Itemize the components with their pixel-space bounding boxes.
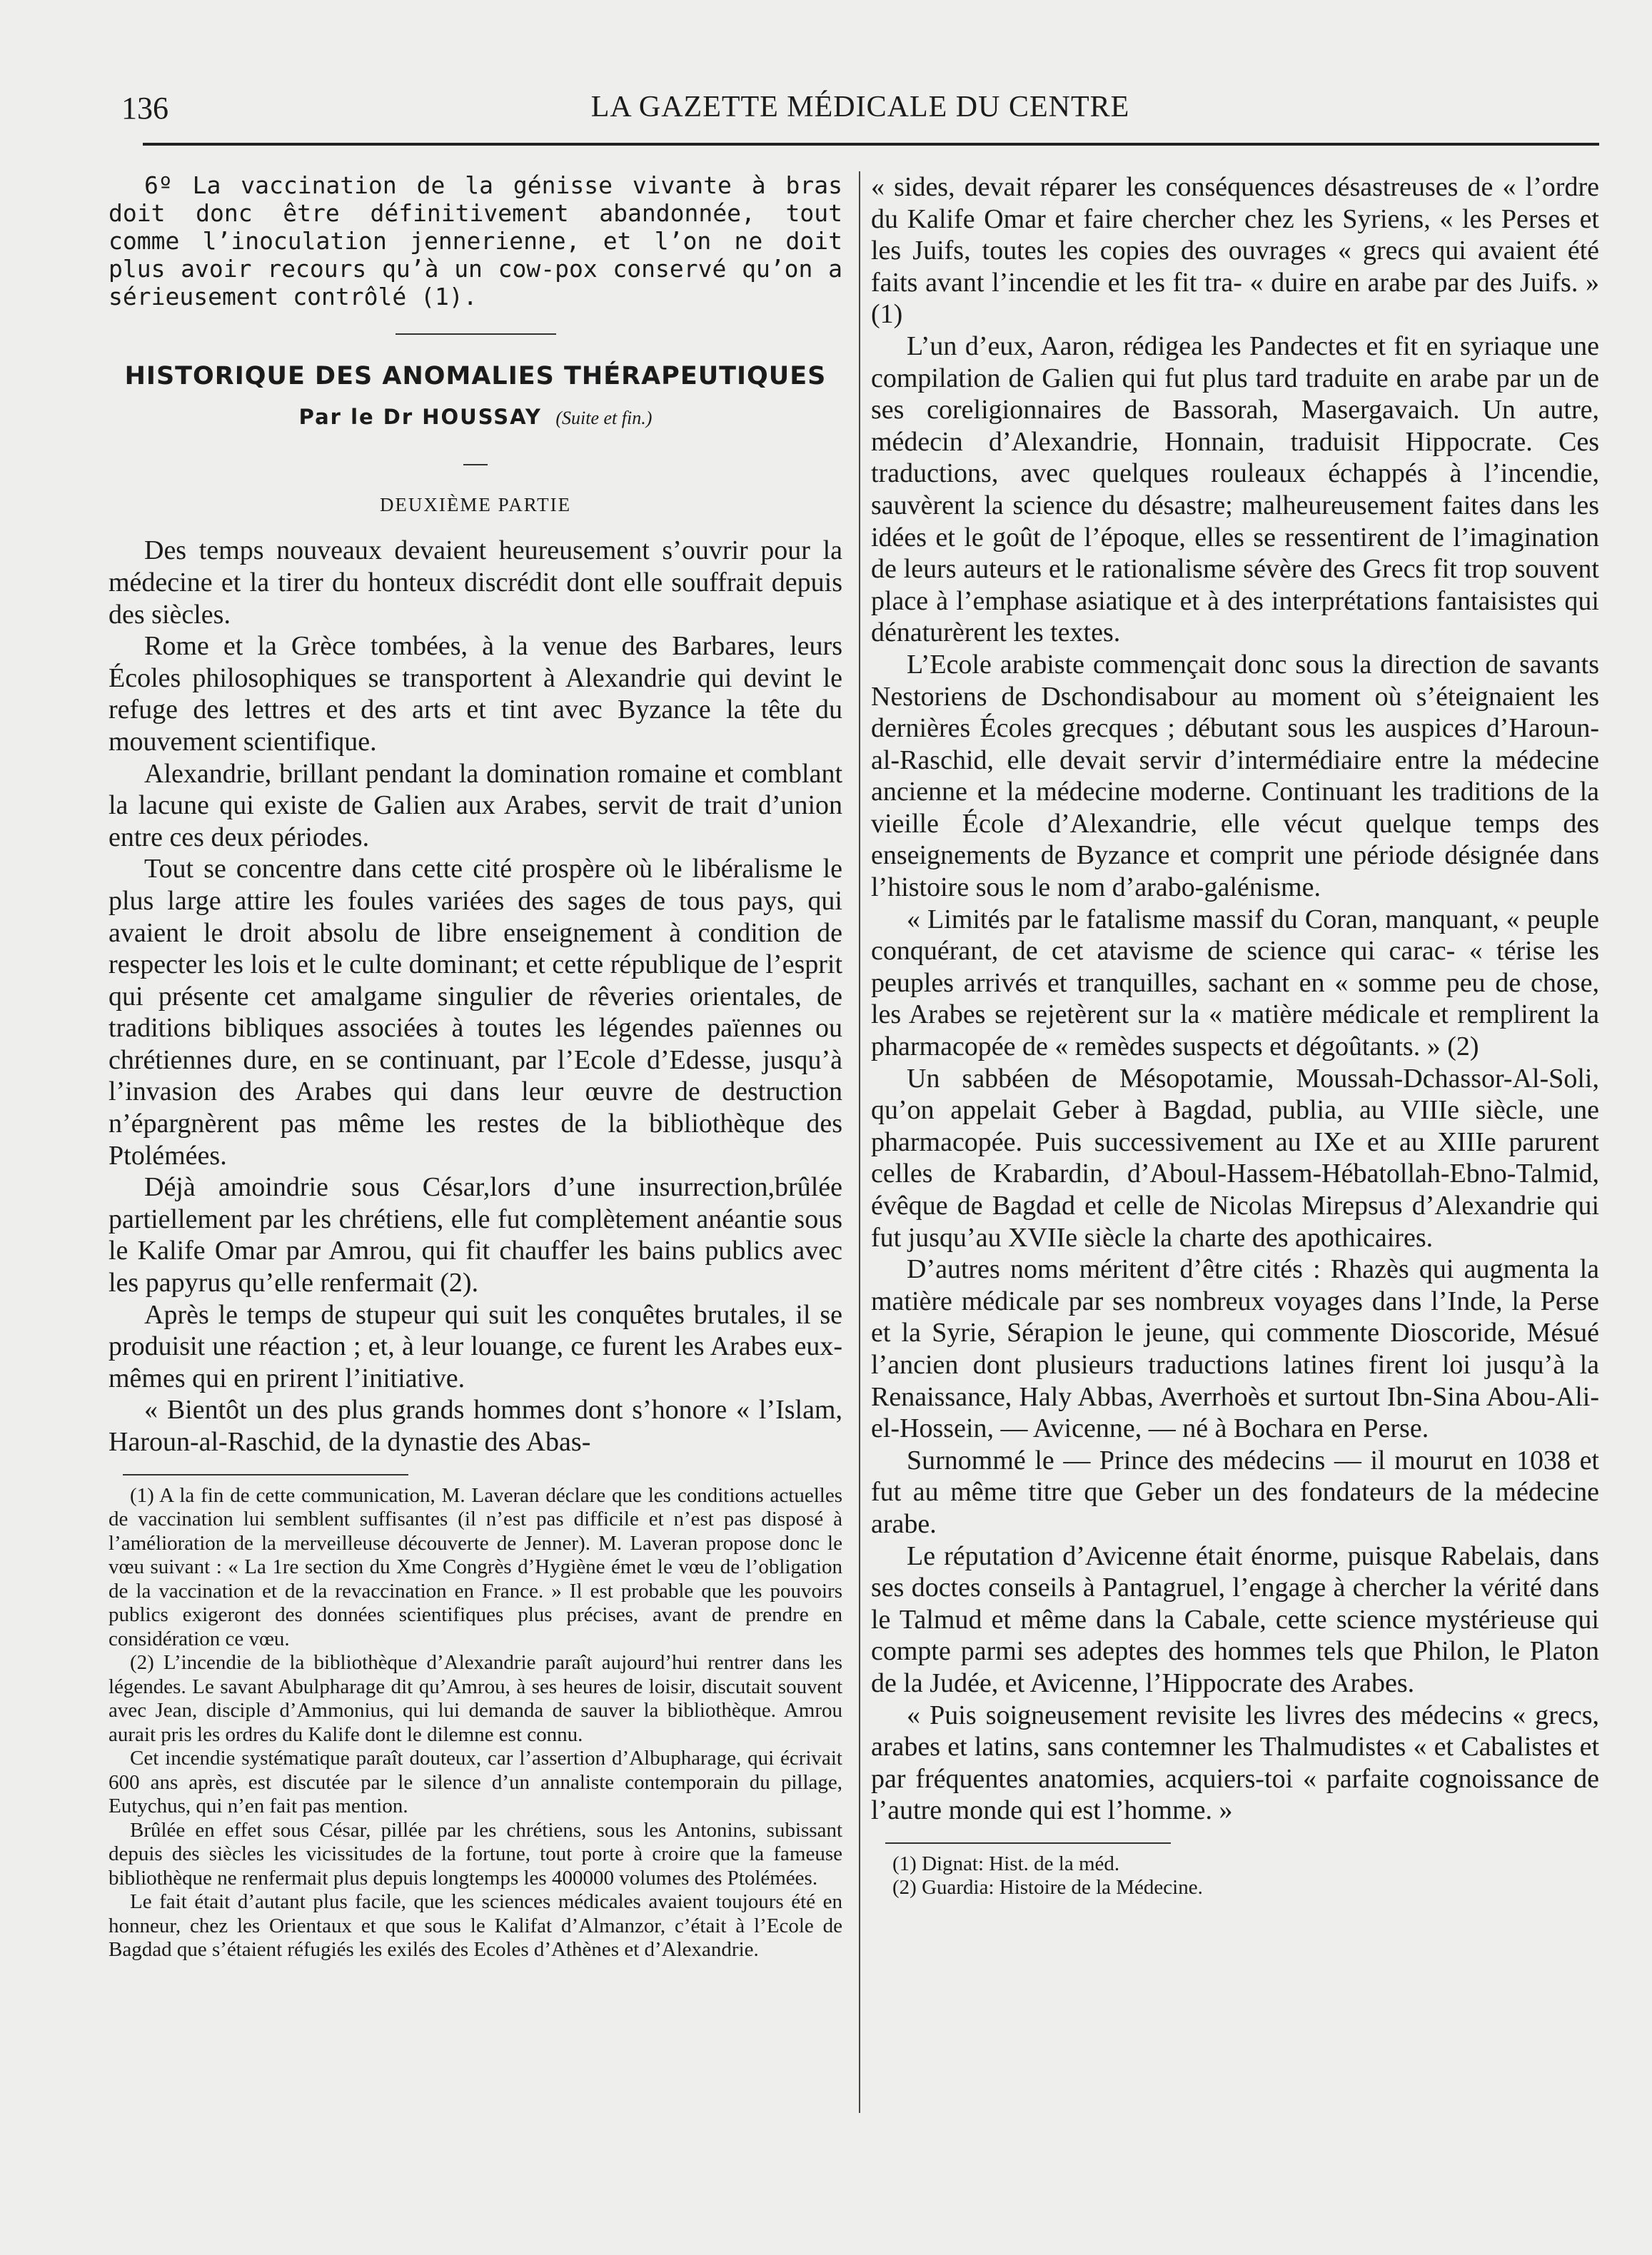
body-paragraph: Des temps nouveaux devaient heureusement s’ouvrir pour la médecine et la tirer du honteux discrédit dont elle souffrait depuis des siècles. — [109, 535, 842, 630]
body-paragraph: L’un d’eux, Aaron, rédigea les Pandectes et fit en syriaque une compilation de Galien qui fut plus tard traduite en arabe par un de ses coreligionnaires de Bassorah, Masergavaich. Un autre, médecin d’Alexandrie, Honnain, traduisit Hippocrate. Ces traductions, avec quelques rouleaux échappés à l’incendie, sauvèrent la science du désastre; malheureusement faites dans les idées et le goût de l’époque, elles se ressentirent de l’imagination de leurs auteurs et le rationalisme sévère des Grecs fit trop souvent place à l’emphase asiatique et à des interprétations fantaisistes qui dénaturèrent les textes. — [871, 331, 1599, 648]
page-header — [121, 84, 1599, 134]
body-paragraph: Un sabbéen de Mésopotamie, Moussah-Dchassor-Al-Soli, qu’on appelait Geber à Bagdad, publia, au VIIIe siècle, une pharmacopée. Puis successivement au IXe et au XIIIe parurent celles de Krabardin, d’Aboul-Hassem-Hébatollah-Ebno-Talmid, évêque de Bagdad et celle de Nicolas Mirepsus d’Alexandrie qui fut jusqu’au XVIIe siècle la charte des apothicaires. — [871, 1063, 1599, 1253]
body-paragraph: « sides, devait réparer les conséquences désastreuses de « l’ordre du Kalife Omar et faire chercher chez les Syriens, « les Perses et les Juifs, toutes les copies des ouvrages « grecs qui avaient été faits avant l’incendie et les fit tra- « duire en arabe par des Juifs. » (1) — [871, 172, 1599, 330]
body-paragraph: Le réputation d’Avicenne était énorme, puisque Rabelais, dans ses doctes conseils à Pantagruel, l’engage à chercher la vérité dans le Talmud et même dans la Cabale, cette science mystérieuse qui compte parmi ses adeptes des hommes tels que Philon, le Platon de la Judée, et Avicenne, l’Hippocrate des Arabes. — [871, 1540, 1599, 1698]
body-paragraph: Alexandrie, brillant pendant la domination romaine et comblant la lacune qui existe de Galien aux Arabes, servit de trait d’union entre ces deux périodes. — [109, 758, 842, 852]
left-footnotes — [109, 1484, 842, 1962]
footnote: (1) Dignat: Hist. de la méd. — [892, 1852, 1120, 1875]
intro-paragraph: 6º La vaccination de la génisse vivante à bras doit donc être définitivement abandonnée, tout comme l’inoculation jennerienne, et l’on ne doit plus avoir recours qu’à un cow-pox conservé qu’on a sérieusement contrôlé (1). — [109, 171, 842, 311]
section-separator — [396, 333, 556, 335]
body-paragraph: Déjà amoindrie sous César,lors d’une insurrection,brûlée partiellement par les chrétiens, elle fut complètement anéantie sous le Kalife Omar par Amrou, qui fit chauffer les bains publics avec les papyrus qu’elle renfermait (2). — [109, 1172, 842, 1298]
body-paragraph: « Limités par le fatalisme massif du Coran, manquant, « peuple conquérant, de cet atavisme de science qui carac- « térise les peuples arrivés et tranquilles, sachant en « somme peu de chose, les Arabes se rejetèrent sur la « matière médicale et remplirent la pharmacopée de « remèdes suspects et dégoûtants. » (2) — [871, 904, 1599, 1062]
footnote: Brûlée en effet sous César, pillée par les chrétiens, sous les Antonins, subissant depuis des siècles les vicissitudes de la fortune, tout porte à croire que la fameuse bibliothèque ne renfermait plus depuis longtemps les 400000 volumes des Ptolémées. — [109, 1818, 842, 1890]
body-paragraph: Surnommé le — Prince des médecins — il mourut en 1038 et fut au même titre que Geber un des fondateurs de la médecine arabe. — [871, 1445, 1599, 1539]
body-paragraph: Tout se concentre dans cette cité prospère où le libéralisme le plus large attire les foules variées des sages de tous pays, qui avaient le droit absolu de libre enseignement à condition de respecter les lois et le culte dominant; et cette république de l’esprit qui présente cet amalgame singulier de rêveries orientales, de traditions bibliques associées à toutes les légendes païennes ou chrétiennes dure, en se continuant, par l’Ecole d’Edesse, jusqu’à l’invasion des Arabes qui dans leur œuvre de destruction n’épargnèrent pas même les restes de la bibliothèque des Ptolémées. — [109, 854, 842, 1171]
footnote: (2) Guardia: Histoire de la Médecine. — [892, 1876, 1203, 1900]
header-rule — [143, 143, 1599, 146]
right-column — [871, 171, 1599, 1900]
left-column — [109, 171, 842, 1962]
footnote: Le fait était d’autant plus facile, que les sciences médicales avaient toujours été en honneur, chez les Orientaux et que sous le Kalifat d’Almanzor, c’était à l’Ecole de Bagdad que s’étaient réfugiés les exilés des Ecoles d’Athènes et d’Alexandrie. — [109, 1890, 842, 1962]
title-dash — [109, 441, 842, 473]
footnote-rule — [123, 1474, 408, 1475]
part-heading: DEUXIÈME PARTIE — [379, 493, 572, 515]
byline-note: (Suite et fin.) — [555, 407, 653, 428]
right-footnotes — [871, 1852, 1599, 1900]
author-name: Par le Dr HOUSSAY — [298, 404, 542, 429]
body-paragraph: D’autres noms méritent d’être cités : Rhazès qui augmenta la matière médicale par ses nombreux voyages dans l’Inde, la Perse et la Syrie, Sérapion le jeune, qui commente Dioscoride, Mésué l’ancien dont plusieurs traductions latines firent loi jusqu’à la Renaissance, Haly Abbas, Averrhoès et surtout Ibn-Sina Abou-Ali-el-Hossein, — Avicenne, — né à Bochara en Perse. — [871, 1254, 1599, 1444]
body-paragraph: Rome et la Grèce tombées, à la venue des Barbares, leurs Écoles philosophiques se transportent à Alexandrie qui devint le refuge des lettres et des arts et tint avec Byzance la tête du mouvement scientifique. — [109, 631, 842, 757]
body-paragraph: « Puis soigneusement revisite les livres des médecins « grecs, arabes et latins, sans contemner les Thalmudistes « et Cabalistes et par fréquentes anatomies, acquiers-toi « parfaite cognoissance de l’autre monde qui est l’homme. » — [871, 1700, 1599, 1826]
column-divider — [859, 171, 860, 2113]
footnote-rule — [885, 1842, 1171, 1844]
body-paragraph: Après le temps de stupeur qui suit les conquêtes brutales, il se produisit une réaction ; et, à leur louange, ce furent les Arabes eux-mêmes qui en prirent l’initiative. — [109, 1299, 842, 1393]
body-paragraph: L’Ecole arabiste commençait donc sous la direction de savants Nestoriens de Dschondisabour au moment où s’éteignaient les dernières Écoles grecques ; débutant sous les auspices d’Haroun-al-Raschid, elle devait servir d’intermédiaire entre la médecine ancienne et la médecine moderne. Continuant les traditions de la vieille École d’Alexandrie, elle vécut quelque temps des enseignements de Byzance et comprit une période désignée dans l’histoire sous le nom d’arabo-galénisme. — [871, 649, 1599, 903]
article-byline — [109, 400, 842, 435]
journal-title: LA GAZETTE MÉDICALE DU CENTRE — [590, 91, 1130, 123]
footnote: (1) A la fin de cette communication, M. Laveran déclare que les conditions actuelles de vaccination lui semblent suffisantes (il n’est pas difficile et n’est pas disposé à l’amélioration de la merveilleuse découverte de Jenner). M. Laveran propose donc le vœu suivant : « La 1re section du Xme Congrès d’Hygiène émet le vœu de l’obligation de la vaccination et de la revaccination en France. » Il est probable que les pouvoirs publics exigeront des données scientifiques plus précises, avant de prendre en considération ce vœu. — [109, 1483, 842, 1650]
footnote: Cet incendie systématique paraît douteux, car l’assertion d’Albupharage, qui écrivait 600 ans après, est discutée par le silence d’un annaliste contemporain du pillage, Eutychus, qui n’en fait pas mention. — [109, 1747, 842, 1818]
article-title: HISTORIQUE DES ANOMALIES THÉRAPEUTIQUES — [124, 362, 827, 390]
body-paragraph: « Bientôt un des plus grands hommes dont s’honore « l’Islam, Haroun-al-Raschid, de la dynastie des Abas- — [109, 1395, 842, 1457]
page-number: 136 — [121, 91, 168, 126]
footnote: (2) L’incendie de la bibliothèque d’Alexandrie paraît aujourd’hui rentrer dans les légendes. Le savant Abulpharage dit qu’Amrou, à ses heures de loisir, discutait souvent avec Jean, disciple d’Ammonius, qui lui demanda de sauver la bibliothèque. Amrou aurait pris les ordres du Kalife dont le dilemne est connu. — [109, 1651, 842, 1746]
